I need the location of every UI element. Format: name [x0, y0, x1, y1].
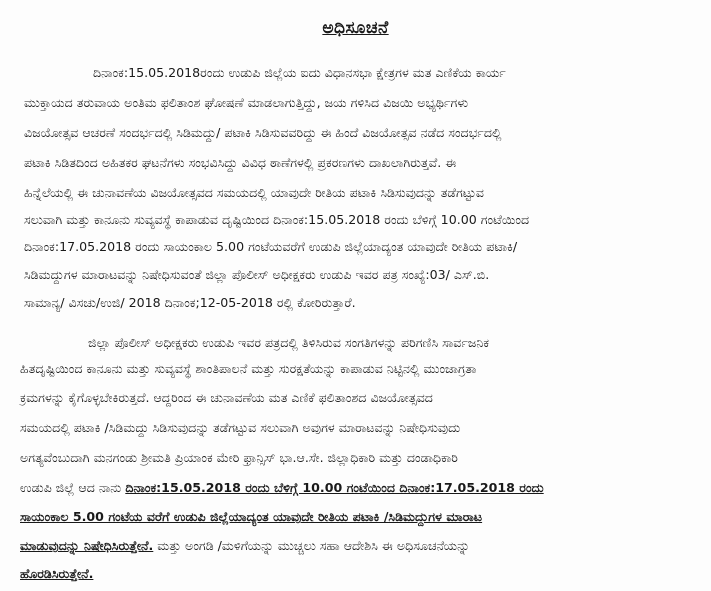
document-title: ಅಧಿಸೂಚನೆ: [322, 18, 389, 38]
paragraph-1-line: ಹಿನ್ನೆಲೆಯಲ್ಲಿ ಈ ಚುನಾವಣೆಯ ವಿಜಯೋತ್ಸವದ ಸಮಯದಲ್ಲಿ ಯಾವುದೇ ರೀತಿಯ ಪಟಾಕಿ ಸಿಡಿಸುವುದನ್ನು ತಡೆಗಟ್ಟುವ: [24, 185, 484, 200]
paragraph-1-line: ವಿಜಯೋತ್ಸವ ಆಚರಣೆ ಸಂದರ್ಭದಲ್ಲಿ ಸಿಡಿಮದ್ದು/ ಪಟಾಕಿ ಸಿಡಿಸುವವರಿದ್ದು ಈ ಹಿಂದೆ ವಿಜಯೋತ್ಸವ ನಡೆದ ಸಂದರ್ಭದಲ್ಲಿ: [24, 125, 502, 140]
paragraph-2-line: ಅಗತ್ಯವೆಂಬುದಾಗಿ ಮನಗಂಡು ಶ್ರೀಮತಿ ಪ್ರಿಯಾಂಕ ಮೇರಿ ಫ್ರಾನ್ಸಿಸ್ ಭಾ.ಆ.ಸೇ. ಜಿಲ್ಲಾಧಿಕಾರಿ ಮತ್ತು ದಂಡಾಧಿಕಾರಿ: [20, 450, 458, 465]
prohibition-period-start: ದಿನಾಂಕ:15.05.2018 ರಂದು ಬೆಳಿಗ್ಗೆ 10.00 ಗಂಟೆಯಿಂದ ದಿನಾಂಕ:17.05.2018 ರಂದು: [125, 480, 544, 495]
paragraph-1-line: ದಿನಾಂಕ:17.05.2018 ರಂದು ಸಾಯಂಕಾಲ 5.00 ಗಂಟೆಯವರೆಗೆ ಉಡುಪಿ ಜಿಲ್ಲೆಯಾದ್ಯಂತ ಯಾವುದೇ ರೀತಿಯ ಪಟಾಕಿ/: [24, 239, 518, 254]
paragraph-1-line: ಸಾಮಾನ್ಯ/ ವಿಸಚು/ಉಜಿ/ 2018 ದಿನಾಂಕ;12-05-2018 ರಲ್ಲಿ ಕೋರಿರುತ್ತಾರೆ.: [24, 295, 356, 310]
prohibition-order: ಮಾಡುವುದನ್ನು ನಿಷೇಧಿಸಿರುತ್ತೇನೆ.: [20, 538, 154, 553]
paragraph-2-text: ಉಡುಪಿ ಜಿಲ್ಲೆ ಆದ ನಾನು: [20, 480, 126, 495]
paragraph-2-text: ಮತ್ತು ಅಂಗಡಿ /ಮಳಿಗೆಯನ್ನು ಮುಚ್ಚಲು ಸಹಾ ಆದೇಶಿಸಿ ಈ ಅಧಿಸೂಚನೆಯನ್ನು: [153, 538, 470, 553]
paragraph-2-line: ಸಮಯದಲ್ಲಿ ಪಟಾಕಿ /ಸಿಡಿಮದ್ದು ಸಿಡಿಸುವುದನ್ನು ತಡೆಗಟ್ಟುವ ಸಲುವಾಗಿ ಅವುಗಳ ಮಾರಾಟವನ್ನು ನಿಷೇಧಿಸುವುದು: [20, 420, 461, 435]
paragraph-2-line: [20, 479, 544, 497]
prohibition-period-end: ಸಾಯಂಕಾಲ 5.00 ಗಂಟೆಯ ವರೆಗೆ ಉಡುಪಿ ಜಿಲ್ಲೆಯಾದ್ಯಂತ ಯಾವುದೇ ರೀತಿಯ ಪಟಾಕಿ /ಸಿಡಿಮದ್ದುಗಳ ಮಾರಾಟ: [20, 509, 483, 524]
paragraph-2-line: ಹಿತದೃಷ್ಟಿಯಿಂದ ಕಾನೂನು ಮತ್ತು ಸುವ್ಯವಸ್ಥೆ ಶಾಂತಿಪಾಲನೆ ಮತ್ತು ಸುರಕ್ಷತೆಯನ್ನು ಕಾಪಾಡುವ ನಿಟ್ಟಿನಲ್ಲಿ ಮುಂಜಾಗ್ರತಾ: [20, 361, 477, 376]
paragraph-1-line: ಪಟಾಕಿ ಸಿಡಿತದಿಂದ ಅಹಿತಕರ ಘಟನೆಗಳು ಸಂಭವಿಸಿದ್ದು ವಿವಿಧ ಠಾಣೆಗಳಲ್ಲಿ ಪ್ರಕರಣಗಳು ದಾಖಲಾಗಿರುತ್ತವೆ. ಈ: [24, 155, 457, 170]
paragraph-1-line: ಸಿಡಿಮದ್ದುಗಳ ಮಾರಾಟವನ್ನು ನಿಷೇಧಿಸುವಂತೆ ಜಿಲ್ಲಾ ಪೊಲೀಸ್ ಅಧೀಕ್ಷಕರು ಉಡುಪಿ ಇವರ ಪತ್ರ ಸಂಖ್ಯೆ:03/ ಎಸ್.ಬಿ.: [24, 267, 490, 282]
paragraph-1-line: ಮುಕ್ತಾಯದ ತರುವಾಯ ಅಂತಿಮ ಫಲಿತಾಂಶ ಘೋಷಣೆ ಮಾಡಲಾಗುತ್ತಿದ್ದು, ಜಯ ಗಳಿಸಿದ ವಿಜಯಿ ಅಭ್ಯರ್ಥಿಗಳು: [24, 95, 469, 110]
paragraph-1-line: ದಿನಾಂಕ:15.05.2018ರಂದು ಉಡುಪಿ ಜಿಲ್ಲೆಯ ಐದು ವಿಧಾನಸಭಾ ಕ್ಷೇತ್ರಗಳ ಮತ ಎಣಿಕೆಯ ಕಾರ್ಯ: [93, 65, 506, 80]
paragraph-1-line: ಸಲುವಾಗಿ ಮತ್ತು ಕಾನೂನು ಸುವ್ಯವಸ್ಥೆ ಕಾಪಾಡುವ ದೃಷ್ಟಿಯಿಂದ ದಿನಾಂಕ:15.05.2018 ರಂದು ಬೆಳಿಗ್ಗೆ 10.00 ಗಂಟೆಯಿಂದ: [24, 212, 530, 227]
order-closing: ಹೊರಡಿಸಿರುತ್ತೇನೆ.: [20, 566, 94, 581]
paragraph-2-line: [20, 537, 470, 555]
paragraph-2-line: ಜಿಲ್ಲಾ ಪೊಲೀಸ್ ಅಧೀಕ್ಷಕರು ಉಡುಪಿ ಇವರ ಪತ್ರದಲ್ಲಿ ತಿಳಿಸಿರುವ ಸಂಗತಿಗಳನ್ನು ಪರಿಗಣಿಸಿ ಸಾರ್ವಜನಿಕ: [88, 335, 490, 350]
paragraph-2-line: ಕ್ರಮಗಳನ್ನು ಕೈಗೊಳ್ಳಬೇಕಿರುತ್ತದೆ. ಆದ್ದರಿಂದ ಈ ಚುನಾವಣೆಯ ಮತ ಎಣಿಕೆ ಫಲಿತಾಂಶದ ವಿಜಯೋತ್ಸವದ: [20, 390, 433, 405]
